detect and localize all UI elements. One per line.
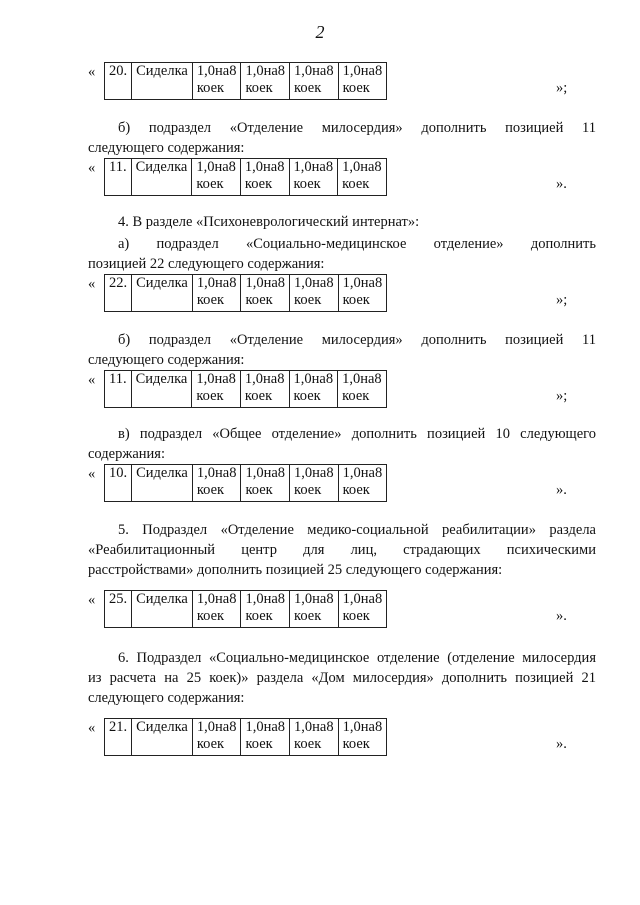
paragraph: 5. Подраздел «Отделение медико-социальной реабилитации» раздела «Реабилитационный центр для лиц, страдающих психическими расстройствами» дополнить позицией 25 следующего содержания:	[88, 522, 596, 578]
staff-norm-cell: 1,0 на 8 коек	[289, 371, 338, 408]
staff-norm-cell: 1,0 на 8 коек	[192, 465, 241, 502]
row-number: 20.	[105, 63, 132, 100]
position-name: Сиделка	[131, 159, 192, 196]
row-number: 11.	[105, 159, 132, 196]
position-name: Сиделка	[132, 719, 193, 756]
paragraph: а) подраздел «Социально-медицинское отделение» дополнить позицией 22 следующего содержания:	[88, 236, 596, 272]
staff-norm-cell: 1,0 на 8 коек	[338, 371, 387, 408]
staff-table	[104, 718, 387, 756]
staff-norm-cell: 1,0 на 8 коек	[290, 465, 339, 502]
page-number: 2	[315, 22, 325, 42]
opening-quote: «	[88, 276, 96, 292]
staff-norm-cell: 1,0 на 8 коек	[290, 719, 339, 756]
opening-quote: «	[88, 160, 96, 176]
staff-norm-cell: 1,0 на 8 коек	[192, 719, 241, 756]
staff-norm-cell: 1,0 на 8 коек	[240, 371, 289, 408]
staff-norm-cell: 1,0 на 8 коек	[241, 719, 290, 756]
closing-quote: ».	[556, 176, 567, 192]
row-number: 21.	[105, 719, 132, 756]
paragraph: б) подраздел «Отделение милосердия» дополнить позицией 11 следующего содержания:	[88, 332, 596, 368]
staff-norm-cell: 1,0 на 8 коек	[290, 591, 339, 628]
staff-norm-cell: 1,0 на 8 коек	[289, 159, 338, 196]
paragraph: в) подраздел «Общее отделение» дополнить позицией 10 следующего содержания:	[88, 426, 596, 462]
closing-quote: »;	[556, 80, 568, 96]
staff-norm-cell: 1,0 на 8 коек	[338, 465, 387, 502]
paragraph: 6. Подраздел «Социально-медицинское отделение (отделение милосердия из расчета на 25 коек)» раздела «Дом милосердия» дополнить позицией 21 следующего содержания:	[88, 650, 596, 706]
position-name: Сиделка	[132, 275, 193, 312]
opening-quote: «	[88, 592, 96, 608]
row-number: 22.	[105, 275, 132, 312]
staff-table	[104, 370, 387, 408]
staff-norm-cell: 1,0 на 8 коек	[192, 159, 241, 196]
staff-norm-cell: 1,0 на 8 коек	[290, 63, 339, 100]
staff-norm-cell: 1,0 на 8 коек	[241, 465, 290, 502]
staff-norm-cell: 1,0 на 8 коек	[241, 275, 290, 312]
staff-table	[104, 464, 387, 502]
section-heading: 4. В разделе «Психоневрологический интернат»:	[118, 214, 420, 230]
staff-norm-cell: 1,0 на 8 коек	[192, 591, 241, 628]
opening-quote: «	[88, 64, 96, 80]
staff-table	[104, 274, 387, 312]
staff-norm-cell: 1,0 на 8 коек	[240, 159, 289, 196]
opening-quote: «	[88, 720, 96, 736]
closing-quote: ».	[556, 608, 567, 624]
staff-norm-cell: 1,0 на 8 коек	[338, 63, 387, 100]
staff-norm-cell: 1,0 на 8 коек	[338, 719, 387, 756]
staff-norm-cell: 1,0 на 8 коек	[192, 63, 241, 100]
staff-norm-cell: 1,0 на 8 коек	[241, 591, 290, 628]
staff-table	[104, 590, 387, 628]
staff-norm-cell: 1,0 на 8 коек	[338, 159, 387, 196]
staff-table	[104, 158, 387, 196]
position-name: Сиделка	[132, 63, 193, 100]
staff-norm-cell: 1,0 на 8 коек	[338, 275, 387, 312]
closing-quote: ».	[556, 736, 567, 752]
staff-norm-cell: 1,0 на 8 коек	[192, 371, 241, 408]
staff-table	[104, 62, 387, 100]
opening-quote: «	[88, 372, 96, 388]
opening-quote: «	[88, 466, 96, 482]
position-name: Сиделка	[132, 591, 193, 628]
position-name: Сиделка	[132, 465, 193, 502]
closing-quote: ».	[556, 482, 567, 498]
closing-quote: »;	[556, 292, 568, 308]
row-number: 10.	[105, 465, 132, 502]
staff-norm-cell: 1,0 на 8 коек	[192, 275, 241, 312]
row-number: 11.	[105, 371, 132, 408]
row-number: 25.	[105, 591, 132, 628]
staff-norm-cell: 1,0 на 8 коек	[290, 275, 339, 312]
position-name: Сиделка	[131, 371, 192, 408]
staff-norm-cell: 1,0 на 8 коек	[241, 63, 290, 100]
closing-quote: »;	[556, 388, 568, 404]
staff-norm-cell: 1,0 на 8 коек	[338, 591, 387, 628]
paragraph: б) подраздел «Отделение милосердия» дополнить позицией 11 следующего содержания:	[88, 120, 596, 156]
